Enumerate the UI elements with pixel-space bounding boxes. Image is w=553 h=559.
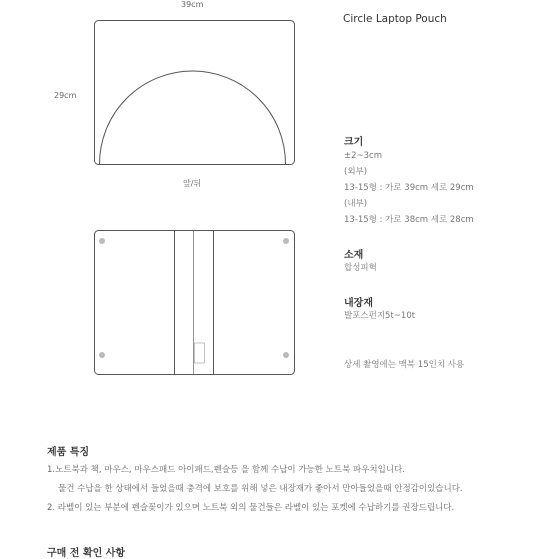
size-line: 13-15형 : 가로 39cm 세로 29cm [344,183,474,193]
feature-line: 물건 수납을 한 상태에서 들었을때 충격에 보호를 위해 넣은 내장재가 좋아서 만아들었을때 안정감이있습니다. [58,484,463,494]
feature-line: 1.노트북과 책, 마우스, 마우스패드 아이패드,펜슬등 을 함께 수납이 가능한 노트북 파우치입니다. [47,465,405,475]
corner-magnet-bottom-left [99,352,105,358]
features-heading: 제품 특징 [47,447,90,458]
material-value: 합성피혁 [344,263,377,273]
width-label: 39cm [181,0,204,9]
size-details [344,148,474,228]
size-heading: 크기 [344,137,364,148]
label-tag [195,343,205,363]
padding-heading: 내장재 [344,298,373,309]
size-line: (내부) [344,199,368,209]
padding-value: 발포스펀지5t~10t [344,311,416,321]
corner-magnet-bottom-right [283,352,289,358]
purchase-heading: 구매 전 확인 사항 [47,548,126,559]
size-line: ±2~3cm [344,151,383,161]
photo-note: 상세 촬영에는 맥북 15인치 사용 [344,360,465,370]
corner-magnet-top-right [283,238,289,244]
feature-line: 2. 라벨이 있는 부분에 펜슬꽂이가 있으며 노트북 외의 물건들은 라벨이 있는 포켓에 수납하기를 권장드립니다. [47,503,455,513]
corner-magnet-top-left [99,238,105,244]
material-heading: 소재 [344,250,364,261]
product-title: Circle Laptop Pouch [343,13,447,25]
height-label: 29cm [54,91,77,100]
side-label: 앞/뒤 [183,179,202,188]
size-line: 13-15형 : 가로 38cm 세로 28cm [344,215,474,225]
size-line: (외부) [344,167,368,177]
